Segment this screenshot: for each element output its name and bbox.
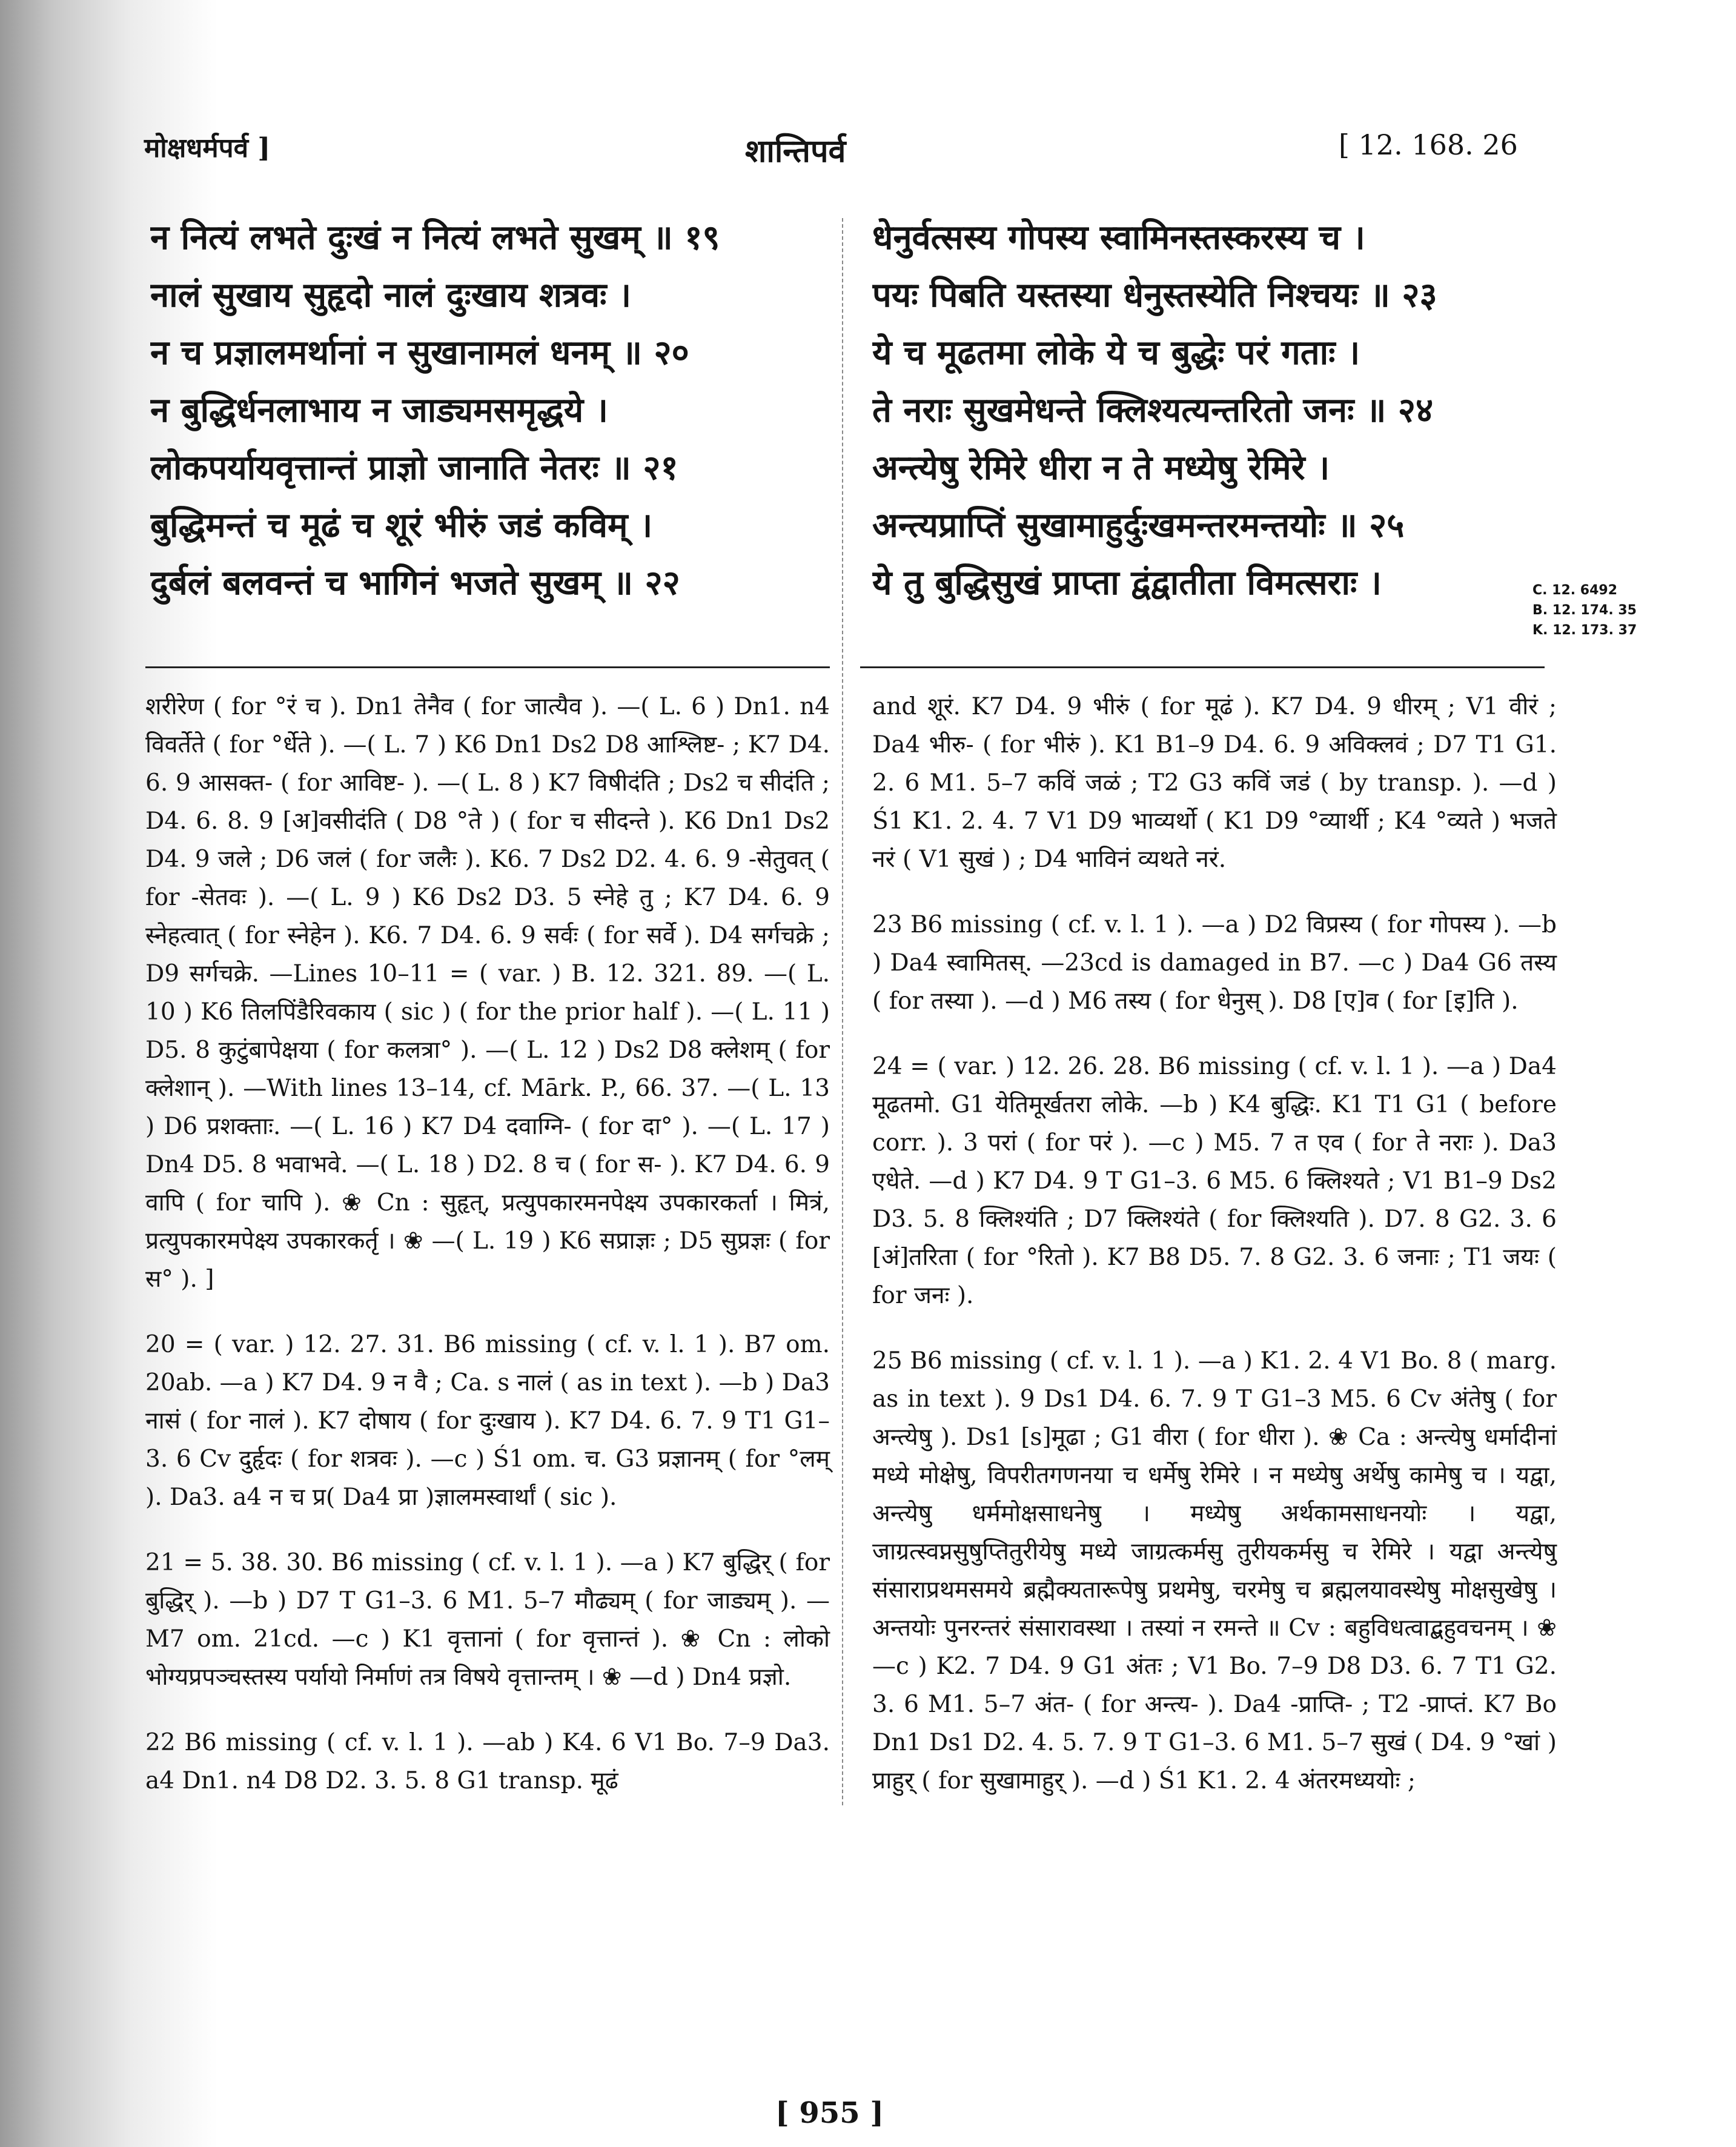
apparatus-note: 20 = ( var. ) 12. 27. 31. B6 missing ( cf. v. l. 1 ). B7 om. 20ab. —a ) K7 D4. 9 न वै ; Ca. s नालं ( as in text ). —b ) Da3 नासं ( for नालं ). K7 दोषाय ( for दुःखाय ). K7 D4. 6. 7. 9 T1 G1–3. 6 Cv दुर्हृदः ( for शत्रवः ). —c ) Ś1 om. च. G3 प्रज्ञानम् ( for °लम् ). Da3. a4 न च प्र( Da4 प्रा )ज्ञालमस्वार्थां ( sic ).	[145, 1331, 830, 1511]
verse-line: अन्त्येषु रेमिरे धीरा न ते मध्येषु रेमिरे ।	[872, 448, 1330, 488]
column-divider	[842, 218, 843, 1805]
concordance-bombay: B. 12. 174. 35	[1532, 603, 1637, 618]
apparatus-note: and शूरं. K7 D4. 9 भीरुं ( for मूढं ). K7 D4. 9 धीरम् ; V1 वीरं ; Da4 भीरु- ( for भीरुं ). K1 B1–9 D4. 6. 9 अविक्लवं ; D7 T1 G1. 2. 6 M1. 5–7 कविं जळं ; T2 G3 कविं जडं ( by transp. ). —d ) Ś1 K1. 2. 4. 7 V1 D9 भाव्यर्थो ( K1 D9 °व्यार्थी ; K4 °व्यते ) भजते नरं ( V1 सुखं ) ; D4 भाविनं व्यथते नरं.	[872, 693, 1557, 873]
verse-line: लोकपर्यायवृत्तान्तं प्राज्ञो जानाति नेतरः ॥ २१	[150, 448, 678, 488]
apparatus-note: 25 B6 missing ( cf. v. l. 1 ). —a ) K1. 2. 4 V1 Bo. 8 ( marg. as in text ). 9 Ds1 D4. 6. 7. 9 T G1–3 M5. 6 Cv अंतेषु ( for अन्त्येषु ). Ds1 [s]मूढा ; G1 वीरा ( for धीरा ). ❀ Ca : अन्त्येषु धर्मादीनां मध्ये मोक्षेषु, विपरीतगणनया च धर्मेषु रेमिरे । न मध्येषु अर्थेषु कामेषु च । यद्वा, अन्त्येषु धर्ममोक्षसाधनेषु । मध्येषु अर्थकामसाधनयोः । यद्वा, जाग्रत्स्वप्नसुषुप्तितुरीयेषु मध्ये जाग्रत्कर्मसु तुरीयकर्मसु च रेमिरे । यद्वा अन्त्येषु संसाराप्रथमसमये ब्रह्मैक्यतारूपेषु प्रथमेषु, चरमेषु च ब्रह्मलयावस्थेषु मोक्षसुखेषु । अन्तयोः पुनरन्तरं संसारावस्था । तस्यां न रमन्ते ॥ Cv : बहुविधत्वाद्बहुवचनम् । ❀ —c ) K2. 7 D4. 9 G1 अंतः ; V1 Bo. 7–9 D8 D3. 6. 7 T1 G2. 3. 6 M1. 5–7 अंत- ( for अन्त्य- ). Da4 -प्राप्ति- ; T2 -प्राप्तं. K7 Bo Dn1 Ds1 D2. 4. 5. 7. 9 T G1–3. 6 M1. 5–7 सुखं ( D4. 9 °खां ) प्राहुर् ( for सुखामाहुर् ). —d ) Ś1 K1. 2. 4 अंतरमध्ययोः ;	[872, 1347, 1557, 1794]
verse-column-left	[150, 209, 823, 612]
critical-apparatus-left	[145, 688, 830, 1827]
concordance-calcutta: C. 12. 6492	[1532, 583, 1618, 598]
verse-line: अन्त्यप्राप्तिं सुखामाहुर्दुःखमन्तरमन्तयोः ॥ २५	[872, 505, 1405, 545]
verse-line: ते नराः सुखमेधन्ते क्लिश्यत्यन्तरितो जनः ॥ २४	[872, 390, 1434, 430]
apparatus-note: 23 B6 missing ( cf. v. l. 1 ). —a ) D2 विप्रस्य ( for गोपस्य ). —b ) Da4 स्वामितस्. —23cd is damaged in B7. —c ) Da4 G6 तस्य ( for तस्या ). —d ) M6 तस्य ( for धेनुस् ). D8 [ए]व ( for [इ]ति ).	[872, 911, 1557, 1015]
verse-line: पयः पिबति यस्तस्या धेनुस्तस्येति निश्चयः ॥ २३	[872, 275, 1437, 315]
apparatus-note: 24 = ( var. ) 12. 26. 28. B6 missing ( cf. v. l. 1 ). —a ) Da4 मूढतमो. G1 येतिमूर्खतरा लोके. —b ) K4 बुद्धिः. K1 T1 G1 ( before corr. ). 3 परां ( for परं ). —c ) M5. 7 त एव ( for ते नराः ). Da3 एधेते. —d ) K7 D4. 9 T G1–3. 6 M5. 6 क्लिश्यते ; V1 B1–9 Ds2 D3. 5. 8 क्लिश्यंति ; D7 क्लिश्यंते ( for क्लिश्यति ). D7. 8 G2. 3. 6 [अं]तरिता ( for °रितो ). K7 B8 D5. 7. 8 G2. 3. 6 जनाः ; T1 जयः ( for जनः ).	[872, 1053, 1557, 1309]
verse-column-right	[872, 209, 1545, 612]
verse-line: बुद्धिमन्तं च मूढं च शूरं भीरुं जडं कविम् ।	[150, 505, 653, 545]
verse-line: दुर्बलं बलवन्तं च भागिनं भजते सुखम् ॥ २२	[150, 563, 680, 603]
verse-line: ये च मूढतमा लोके ये च बुद्धेः परं गताः ।	[872, 333, 1360, 373]
verse-line: न नित्यं लभते दुःखं न नित्यं लभते सुखम् ॥ १९	[150, 217, 720, 257]
running-header-reference: [ 12. 168. 26	[1339, 128, 1518, 161]
apparatus-rule-left	[145, 666, 830, 668]
verse-line: ये तु बुद्धिसुखं प्राप्ता द्वंद्वातीता विमत्सराः ।	[872, 563, 1382, 603]
running-header-section: मोक्षधर्मपर्व ]	[144, 133, 271, 164]
concordance-kumbakonam: K. 12. 173. 37	[1532, 623, 1637, 638]
apparatus-note: 22 B6 missing ( cf. v. l. 1 ). —ab ) K4. 6 V1 Bo. 7–9 Da3. a4 Dn1. n4 D8 D2. 3. 5. 8 G1 transp. मूढं	[145, 1729, 830, 1794]
apparatus-note: शरीरेण ( for °रं च ). Dn1 तेनैव ( for जात्यैव ). —( L. 6 ) Dn1. n4 विवर्तेते ( for °र्धेते ). —( L. 7 ) K6 Dn1 Ds2 D8 आश्लिष्ट- ; K7 D4. 6. 9 आसक्त- ( for आविष्ट- ). —( L. 8 ) K7 विषीदंति ; Ds2 च सीदंति ; D4. 6. 8. 9 [अ]वसीदंति ( D8 °ते ) ( for च सीदन्ते ). K6 Dn1 Ds2 D4. 9 जले ; D6 जलं ( for जलैः ). K6. 7 Ds2 D2. 4. 6. 9 -सेतुवत् ( for -सेतवः ). —( L. 9 ) K6 Ds2 D3. 5 स्नेहे तु ; K7 D4. 6. 9 स्नेहत्वात् ( for स्नेहेन ). K6. 7 D4. 6. 9 सर्वः ( for सर्वे ). D4 सर्गचक्रे ; D9 सर्गचक्रे. —Lines 10–11 = ( var. ) B. 12. 321. 89. —( L. 10 ) K6 तिलपिंडैरिवकाय ( sic ) ( for the prior half ). —( L. 11 ) D5. 8 कुटुंबापेक्षया ( for कलत्रा° ). —( L. 12 ) Ds2 D8 क्लेशम् ( for क्लेशान् ). —With lines 13–14, cf. Mārk. P., 66. 37. —( L. 13 ) D6 प्रशक्ताः. —( L. 16 ) K7 D4 दवाग्नि- ( for दा° ). —( L. 17 ) Dn4 D5. 8 भवाभवे. —( L. 18 ) D2. 8 च ( for स- ). K7 D4. 6. 9 वापि ( for चापि ). ❀ Cn : सुहृत्, प्रत्युपकारमनपेक्ष्य उपकारकर्ता । मित्रं, प्रत्युपकारमपेक्ष्य उपकारकर्तृ । ❀ —( L. 19 ) K6 सप्राज्ञः ; D5 सुप्रज्ञः ( for स° ). ]	[145, 693, 830, 1293]
critical-apparatus-right	[872, 688, 1557, 1827]
apparatus-note: 21 = 5. 38. 30. B6 missing ( cf. v. l. 1 ). —a ) K7 बुद्धिर् ( for बुद्धिर् ). —b ) D7 T G1–3. 6 M1. 5–7 मौढ्यम् ( for जाड्यम् ). —M7 om. 21cd. —c ) K1 वृत्तानां ( for वृत्तान्तं ). ❀ Cn : लोको भोग्यप्रपञ्चस्तस्य पर्यायो निर्माणं तत्र विषये वृत्तान्तम् । ❀ —d ) Dn4 प्रज्ञो.	[145, 1549, 830, 1691]
page-number: [ 955 ]	[775, 2096, 884, 2130]
verse-line: नालं सुखाय सुहृदो नालं दुःखाय शत्रवः ।	[150, 275, 632, 315]
apparatus-rule-right	[860, 666, 1545, 668]
verse-line: न बुद्धिर्धनलाभाय न जाड्यमसमृद्धये ।	[150, 390, 608, 430]
concordance-references	[1532, 580, 1637, 640]
running-header-title: शान्तिपर्व	[745, 133, 846, 170]
verse-line: धेनुर्वत्सस्य गोपस्य स्वामिनस्तस्करस्य च ।	[872, 217, 1365, 257]
verse-line: न च प्रज्ञालमर्थानां न सुखानामलं धनम् ॥ २०	[150, 333, 689, 373]
